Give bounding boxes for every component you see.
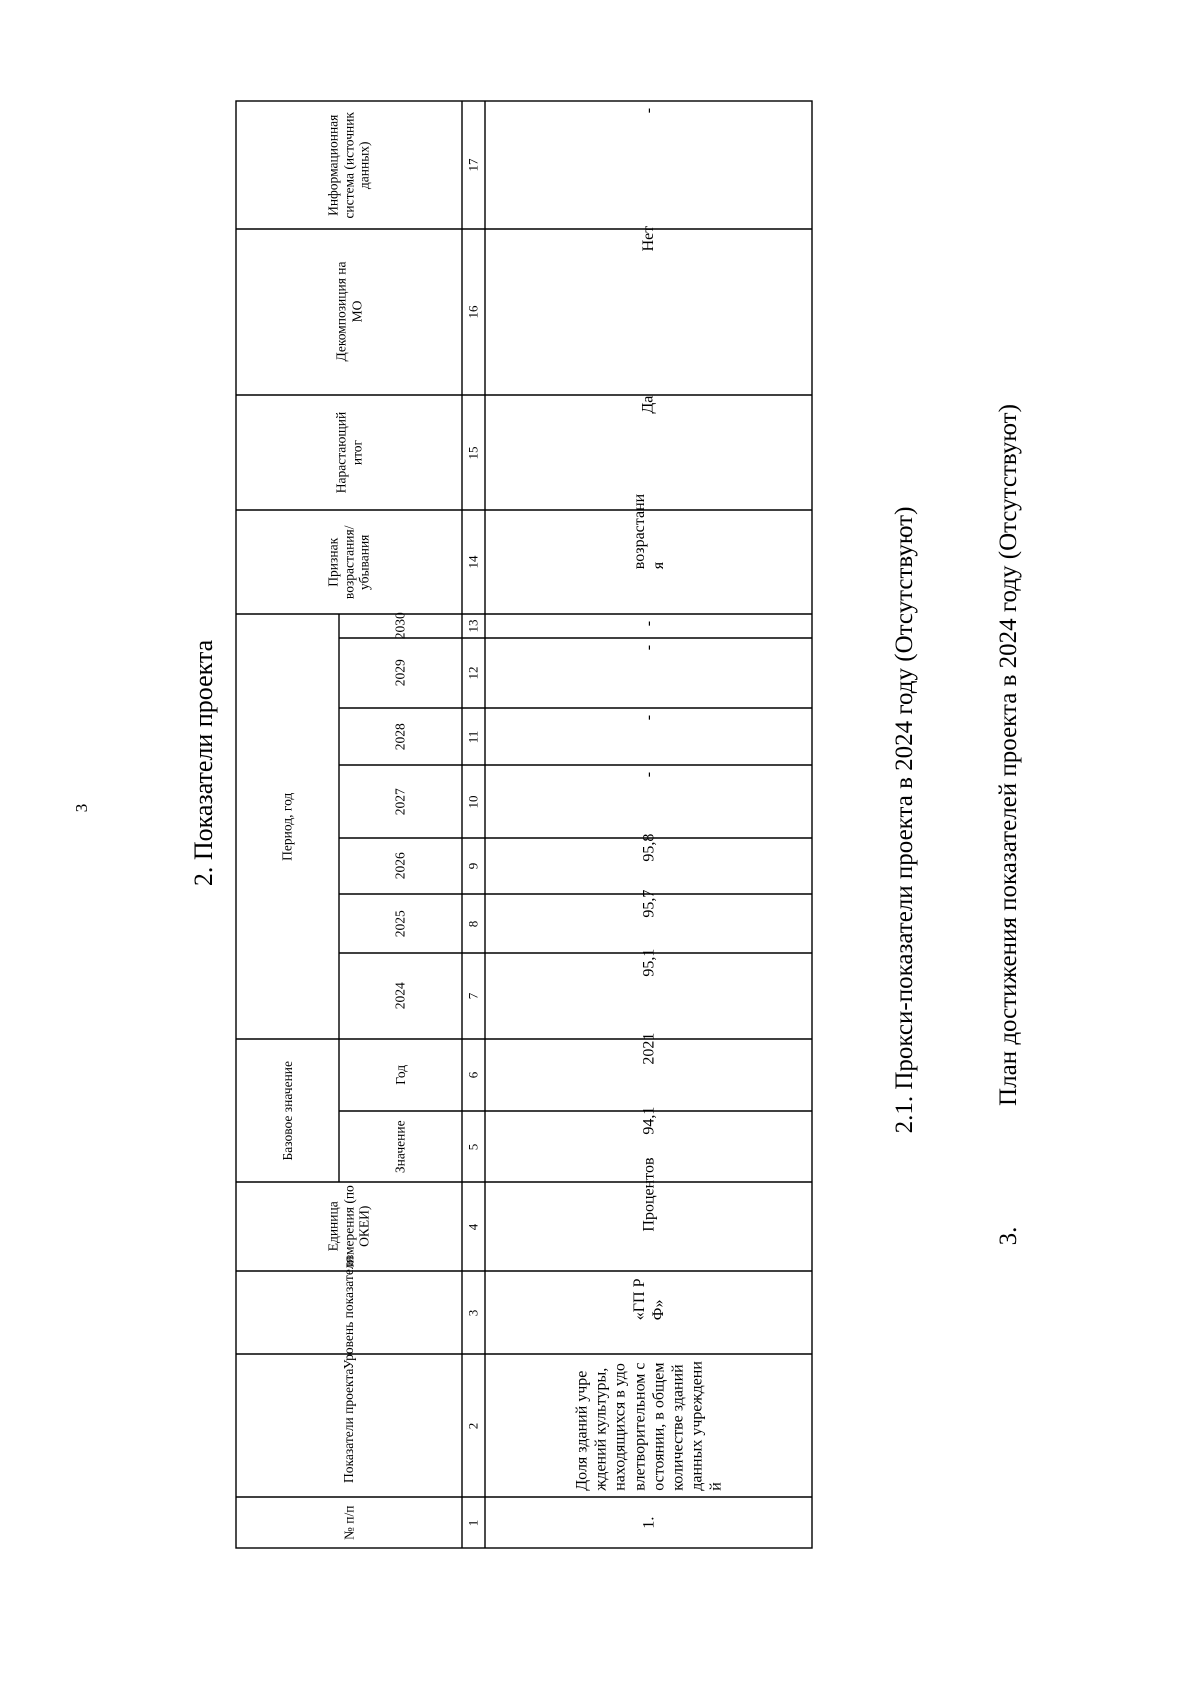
header-year-2029: 2029 [392, 659, 408, 687]
header-year-2025: 2025 [392, 909, 408, 937]
column-number: 15 [465, 446, 481, 459]
column-number: 1 [465, 1519, 481, 1526]
column-number: 5 [465, 1143, 481, 1150]
header-base: Базовое значение [279, 1060, 295, 1161]
header-year-2024: 2024 [392, 982, 408, 1010]
subsection-title: 2.1. Прокси-показатели проекта в 2024 году (Отсутствуют) [891, 506, 918, 1134]
row-num: 1. [639, 1516, 657, 1529]
row-value-2029: - [639, 644, 657, 651]
header-level: Уровень показателя [341, 1255, 357, 1370]
column-number: 12 [465, 666, 481, 680]
row-value-2025: 95,7 [639, 889, 657, 918]
row-trend: возрастания [630, 493, 667, 570]
column-number: 4 [465, 1223, 481, 1230]
row-base-value: 94,1 [639, 1106, 657, 1135]
row-unit: Процентов [639, 1157, 657, 1232]
header-num: № п/п [341, 1505, 357, 1540]
header-year-2027: 2027 [392, 787, 408, 815]
page-number: 3 [72, 803, 91, 813]
row-value-2024: 95,1 [639, 948, 657, 977]
column-number: 14 [465, 555, 481, 569]
header-cumulative: Нарастающий итог [333, 411, 364, 494]
column-number: 6 [465, 1071, 481, 1079]
header-period: Период, год [279, 792, 295, 861]
header-year-2030: 2030 [392, 612, 408, 640]
column-number: 16 [465, 305, 481, 319]
row-value-2027: - [639, 771, 657, 778]
row-cumulative: Да [639, 395, 657, 414]
row-value-2030: - [639, 620, 657, 627]
column-number: 9 [465, 862, 481, 870]
row-decomposition: Нет [639, 225, 657, 252]
header-base-value: Значение [392, 1120, 408, 1173]
header-year-2028: 2028 [392, 722, 408, 750]
column-number: 7 [465, 992, 481, 1000]
column-number: 11 [465, 730, 481, 743]
column-number: 2 [465, 1422, 481, 1429]
header-decomposition: Декомпозиция на МО [333, 261, 364, 363]
row-base-year: 2021 [639, 1032, 657, 1065]
header-source: Информационная система (источник данных) [325, 111, 372, 219]
row-value-2026: 95,8 [639, 833, 657, 862]
indicators-table [236, 101, 812, 1548]
row-source: - [639, 107, 657, 114]
header-unit: Единица измерения (по ОКЕИ) [325, 1185, 372, 1268]
header-base-year: Год [392, 1065, 408, 1085]
header-trend: Признак возрастания/ убывания [325, 525, 372, 599]
row-value-2028: - [639, 714, 657, 721]
header-year-2026: 2026 [392, 852, 408, 880]
header-indicator: Показатели проекта [341, 1368, 357, 1483]
section3-number: 3. [995, 1226, 1022, 1246]
column-number: 13 [465, 619, 481, 633]
column-number: 17 [465, 158, 481, 172]
column-number: 10 [465, 795, 481, 808]
section3-title: План достижения показателей проекта в 2024 году (Отсутствуют) [995, 404, 1022, 1106]
row-indicator: Доля зданий учреждений культуры, находящихся в удовлетворительном состоянии, в общем количестве зданий данных учреждений [572, 1361, 725, 1491]
section-title: 2. Показатели проекта [189, 639, 218, 887]
column-number: 3 [465, 1309, 481, 1316]
column-number: 8 [465, 920, 481, 927]
row-level: «ГП РФ» [630, 1278, 667, 1321]
